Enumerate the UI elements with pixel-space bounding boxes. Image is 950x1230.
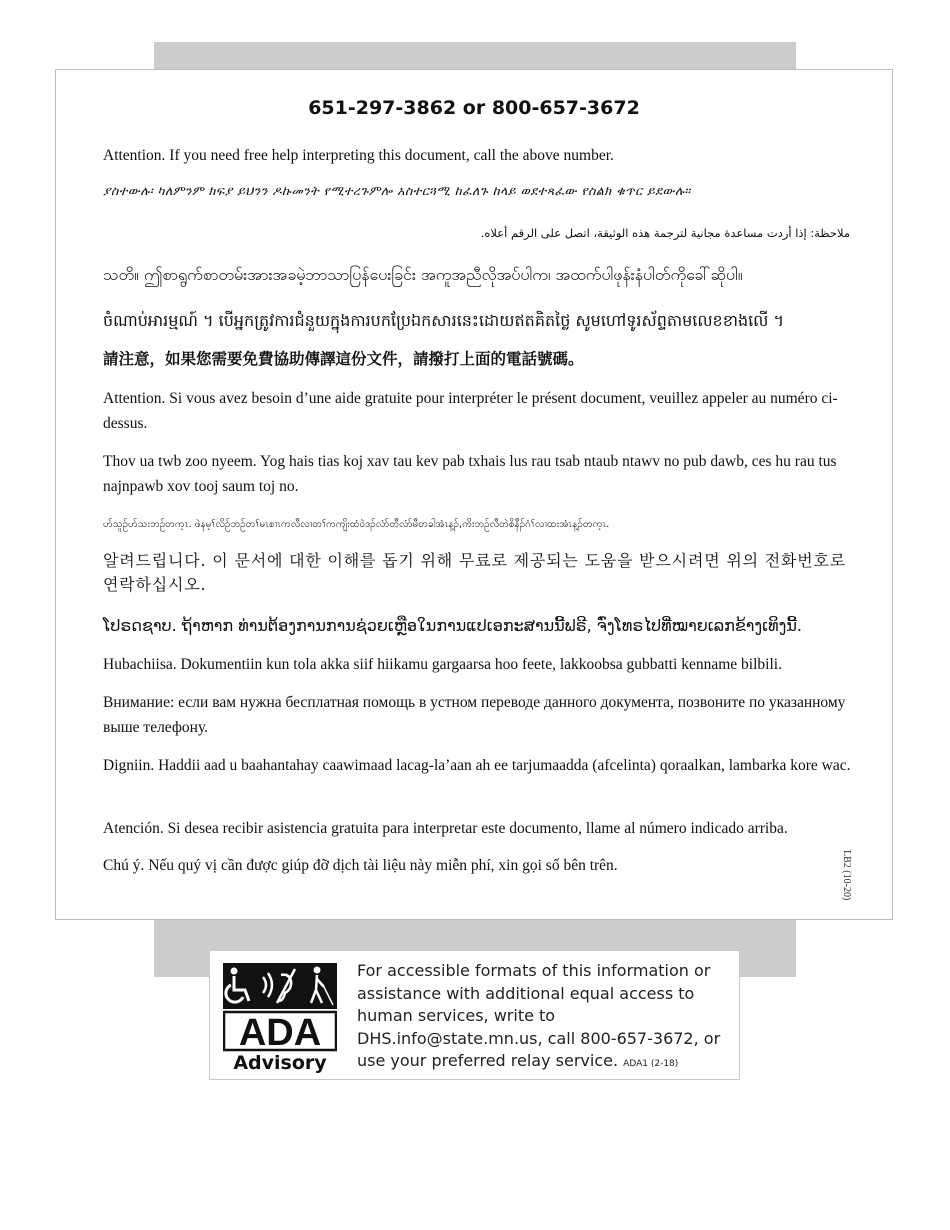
notice-english: Attention. If you need free help interpreting this document, call the above number. [103, 147, 614, 164]
ada-advisory-box [209, 950, 740, 1080]
notice-spanish: Atención. Si desea recibir asistencia gratuita para interpretar este documento, llame al número indicado arriba. [103, 820, 788, 837]
language-notice-card [55, 69, 893, 920]
notice-somali: Digniin. Haddii aad u baahantahay caawimaad lacag-la’aan ah ee tarjumaadda (afcelinta) qoraalkan, lambarka kore wac. [103, 757, 851, 774]
ada-form-code: ADA1 (2-18) [623, 1059, 679, 1069]
ada-logo-subtitle: Advisory [233, 1052, 327, 1074]
notice-hmong: Thov ua twb zoo nyeem. Yog hais tias koj xav tau kev pab txhais lus rau tsab ntaub ntawv no pub dawb, ces hu rau tus najnpawb xov tooj saum toj no. [103, 453, 837, 495]
form-code: LB2 (10-20) [841, 850, 852, 901]
notice-russian: Внимание: если вам нужна бесплатная помощь в устном переводе данного документа, позвоните по указанному выше телефону. [103, 694, 846, 736]
gray-band-top [154, 42, 796, 70]
notice-french: Attention. Si vous avez besoin d’une aide gratuite pour interpréter le présent document, veuillez appeler au numéro ci-dessus. [103, 390, 838, 432]
notice-arabic: ملاحظة: إذا أردت مساعدة مجانية لترجمة هذه الوثيقة، اتصل على الرقم أعلاه. [480, 226, 850, 240]
ada-message-text: For accessible formats of this information or assistance with additional equal access to human services, write to DHS.info@state.mn.us, call 800-657-3672, or use your preferred relay service. [357, 961, 721, 1070]
ada-logo-letters: ADA [238, 1012, 322, 1054]
notice-chinese: 請注意，如果您需要免費協助傳譯這份文件，請撥打上面的電話號碼。 [103, 350, 584, 368]
notice-karen: ဟ်သူဉ်ဟ်သးဘဉ်တက့ၤ. ဖဲနမ့ၢ်လိဉ်ဘဉ်တၢ်မၤစၢၤကလီလၢတၢ်ကကျိးထံဝဲဒၣ်လံာ်တီလံာ်မီတခါအံၤန့ၣ်,ကိးဘဉ်လီတဲစိနီၣ်ဂံၢ်လၢထးအံၤန့ၣ်တက့ၤ. [103, 519, 610, 530]
notice-oromo: Hubachiisa. Dokumentiin kun tola akka siif hiikamu gargaarsa hoo feete, lakkoobsa gubbatti kenname bilbili. [103, 656, 782, 673]
notice-lao: ໂປຣດຊາບ. ຖ້າຫາກ ທ່ານຕ້ອງການການຊ່ວຍເຫຼືອໃນການແປເອກະສານນີ້ຟຣີ, ຈົ່ງໂທຣໄປທີ່ໝາຍເລກຂ້າງເທິງນີ້. [103, 616, 802, 635]
notice-amharic: ያስተውሉ፡ ካለምንም ክፍያ ይህንን ዶኩመንት የሚተረጉምሎ አስተርጓሚ ከፈለጉ ከላይ ወደተጻፈው የስልክ ቁጥር ይደውሉ። [103, 183, 691, 198]
phone-numbers: 651-297-3862 or 800-657-3672 [308, 97, 640, 119]
notice-burmese: သတိ။ ဤစာရွက်စာတမ်းအားအခမဲ့ဘာသာပြန်ပေးခြင်း အကူအညီလိုအပ်ပါက၊ အထက်ပါဖုန်းနံပါတ်ကိုခေါ်ဆိုပါ။ [103, 265, 743, 284]
ada-logo [223, 963, 337, 1075]
ada-message [357, 960, 737, 1076]
notice-korean: 알려드립니다. 이 문서에 대한 이해를 돕기 위해 무료로 제공되는 도움을 받으시려면 위의 전화번호로 연락하십시오. [103, 551, 847, 594]
notice-khmer: ចំណាប់អារម្មណ៍ ។ បើអ្នកត្រូវការជំនួយក្នុងការបកប្រែឯកសារនេះដោយឥតគិតថ្លៃ សូមហៅទូរស័ព្ទតាមលេខខាងលើ ។ [103, 311, 785, 330]
notice-vietnamese: Chú ý. Nếu quý vị cần được giúp đỡ dịch tài liệu này miễn phí, xin gọi số bên trên. [103, 857, 618, 874]
